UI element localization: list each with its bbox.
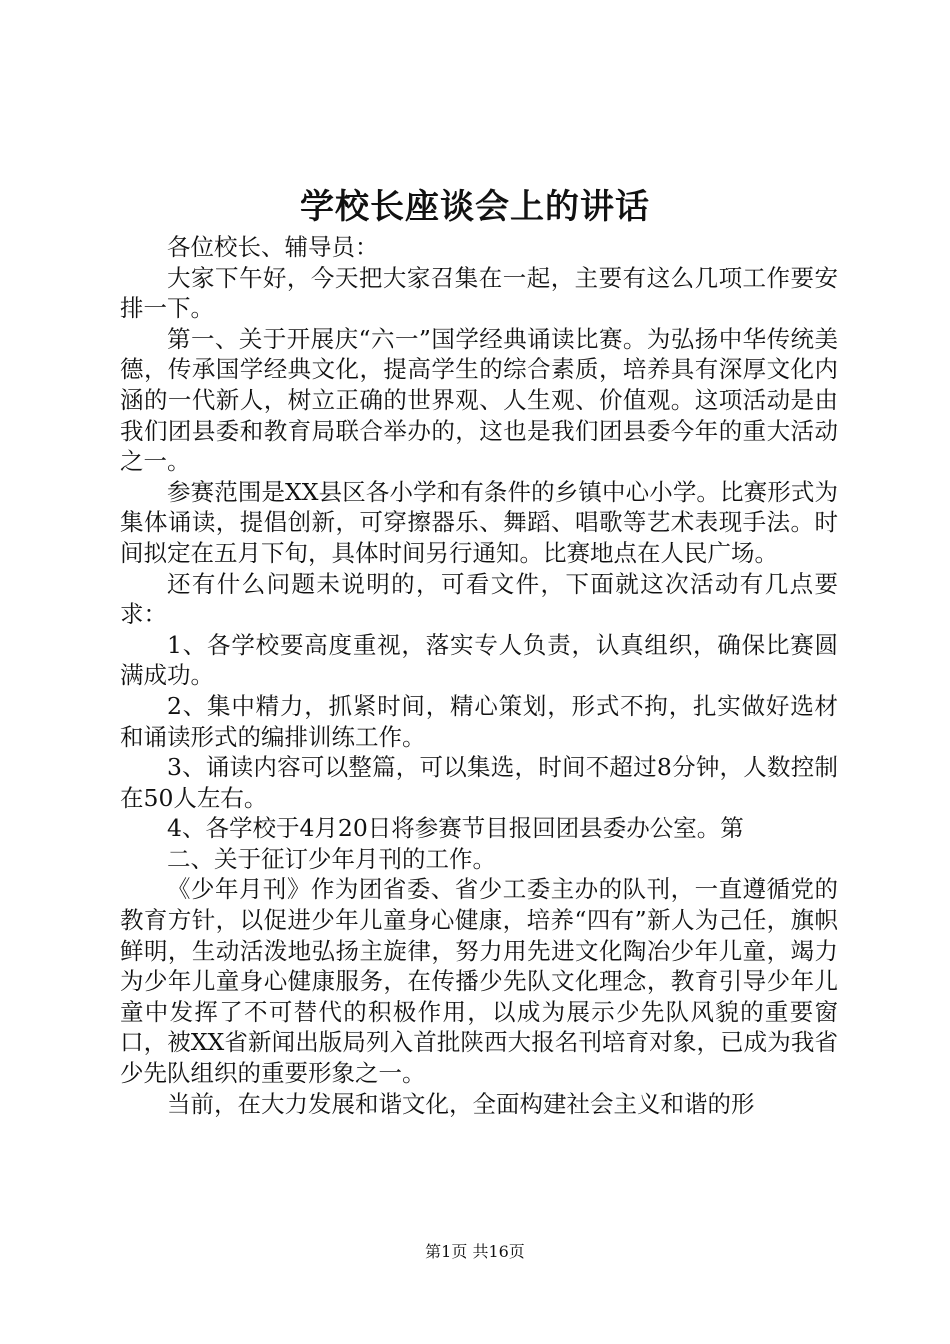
paragraph-magazine: 《少年月刊》作为团省委、省少工委主办的队刊，一直遵循党的教育方针，以促进少年儿童身心健康，培养“四有”新人为己任，旗帜鲜明，生动活泼地弘扬主旋律，努力用先进文化陶冶少年儿童，竭力为少年儿童身心健康服务，在传播少先队文化理念，教育引导少年儿童中发挥了不可替代的积极作用，以成为展示少先队风貌的重要窗口，被XX省新闻出版局列入首批陕西大报名刊培育对象，已成为我省少先队组织的重要形象之一。 (120, 875, 838, 1088)
paragraph-requirement-1: 1、各学校要高度重视，落实专人负责，认真组织，确保比赛圆满成功。 (120, 630, 838, 690)
paragraph-greeting: 各位校长、辅导员： (167, 233, 379, 261)
paragraph-scope: 参赛范围是XX县区各小学和有条件的乡镇中心小学。比赛形式为集体诵读，提倡创新，可穿擦器乐、舞蹈、唱歌等艺术表现手法。时间拟定在五月下旬，具体时间另行通知。比赛地点在人民广场。 (120, 477, 838, 567)
paragraph-opening: 大家下午好，今天把大家召集在一起，主要有这么几项工作要安排一下。 (120, 263, 838, 323)
paragraph-requirements-intro: 还有什么问题未说明的，可看文件，下面就这次活动有几点要求： (120, 569, 838, 629)
document-body (120, 232, 838, 1119)
paragraph-requirement-2: 2、集中精力，抓紧时间，精心策划，形式不拘，扎实做好选材和诵读形式的编排训练工作。 (120, 691, 838, 751)
paragraph-current: 当前，在大力发展和谐文化，全面构建社会主义和谐的形 (167, 1089, 755, 1118)
page-number: 第1页 共16页 (425, 1242, 525, 1261)
paragraph-item-two: 二、关于征订少年月刊的工作。 (167, 844, 496, 873)
paragraph-requirement-3: 3、诵读内容可以整篇，可以集选，时间不超过8分钟，人数控制在50人左右。 (120, 753, 838, 812)
paragraph-item-one: 第一、关于开展庆“六一”国学经典诵读比赛。为弘扬中华传统美德，传承国学经典文化，提高学生的综合素质，培养具有深厚文化内涵的一代新人，树立正确的世界观、人生观、价值观。这项活动是由我们团县委和教育局联合举办的，这也是我们团县委今年的重大活动之一。 (120, 324, 838, 476)
paragraph-requirement-4: 4、各学校于4月20日将参赛节目报回团县委办公室。第 (167, 814, 744, 843)
document-title: 学校长座谈会上的讲话 (300, 187, 650, 227)
